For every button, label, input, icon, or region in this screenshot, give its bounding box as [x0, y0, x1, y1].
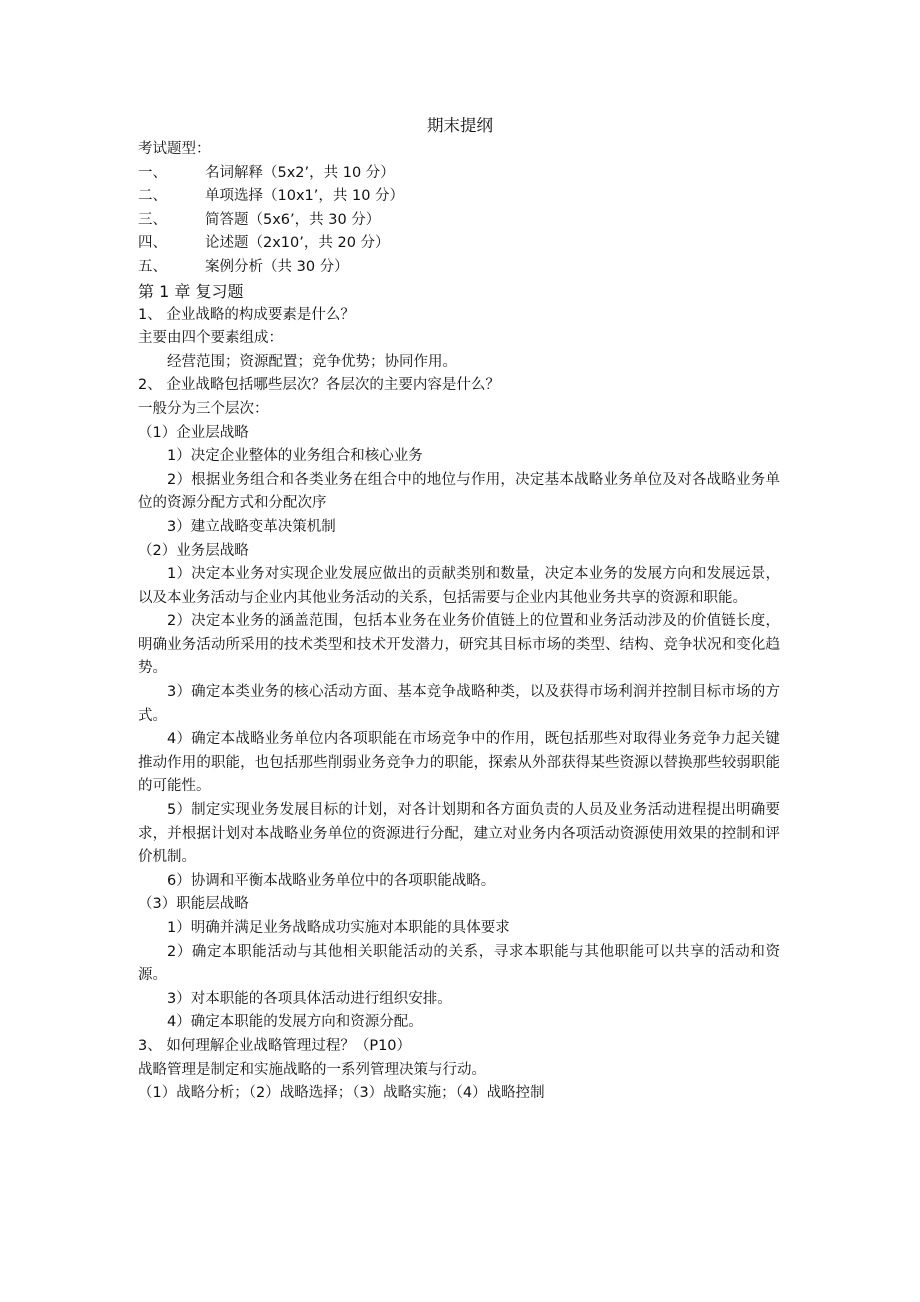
level-1-item: 2）根据业务组合和各类业务在组合中的地位与作用，决定基本战略业务单位及对各战略业务单位的资源分配方式和分配次序: [138, 471, 780, 512]
level-1-heading: （1）企业层战略: [138, 424, 249, 441]
answer-1-intro: 主要由四个要素组成：: [138, 330, 283, 347]
level-3-item: 4）确定本职能的发展方向和资源分配。: [167, 1014, 423, 1031]
exam-type-item: [138, 256, 780, 280]
exam-type-number: 四、: [138, 235, 167, 252]
exam-type-text: 简答题（5x6’，共 30 分）: [205, 211, 381, 228]
exam-type-text: 论述题（2x10’，共 20 分）: [205, 235, 390, 252]
level-2-item: 5）制定实现业务发展目标的计划，对各计划期和各方面负责的人员及业务活动进程提出明确要求，并根据计划对本战略业务单位的资源进行分配，建立对业务内各项活动资源使用效果的控制和评价机制。: [138, 802, 780, 866]
exam-type-item: [138, 232, 780, 256]
level-2-heading: （2）业务层战略: [138, 542, 249, 559]
question-3: 3、 如何理解企业战略管理过程？（P10）: [138, 1037, 412, 1054]
document-title: 期末提纲: [427, 116, 493, 135]
answer-3-steps: （1）战略分析；（2）战略选择；（3）战略实施；（4）战略控制: [138, 1085, 545, 1102]
answer-3-text: 战略管理是制定和实施战略的一系列管理决策与行动。: [138, 1061, 486, 1078]
level-3-heading: （3）职能层战略: [138, 896, 249, 913]
exam-type-text: 名词解释（5x2’，共 10 分）: [205, 164, 395, 181]
exam-type-item: [138, 185, 780, 209]
level-1-item: 1）决定企业整体的业务组合和核心业务: [167, 448, 423, 465]
level-2-item: 6）协调和平衡本战略业务单位中的各项职能战略。: [167, 872, 496, 889]
level-3-item: 2）确定本职能活动与其他相关职能活动的关系，寻求本职能与其他职能可以共享的活动和资源。: [138, 943, 780, 984]
chapter-heading: 第 1 章 复习题: [138, 281, 244, 301]
answer-1-text: 经营范围；资源配置；竞争优势；协同作用。: [167, 353, 457, 370]
level-1-item: 3）建立战略变革决策机制: [167, 518, 336, 535]
question-1: 1、 企业战略的构成要素是什么？: [138, 306, 355, 323]
exam-type-number: 三、: [138, 211, 167, 228]
exam-types-heading: 考试题型：: [138, 141, 211, 157]
exam-type-item: [138, 162, 780, 186]
exam-type-text: 单项选择（10x1’，共 10 分）: [205, 188, 405, 205]
level-2-item: 2）决定本业务的涵盖范围，包括本业务在业务价值链上的位置和业务活动涉及的价值链长度，明确业务活动所采用的技术类型和技术开发潜力，研究其目标市场的类型、结构、竞争状况和变化趋势。: [138, 613, 780, 677]
exam-type-text: 案例分析（共 30 分）: [205, 258, 349, 275]
level-2-item: 3）确定本类业务的核心活动方面、基本竞争战略种类，以及获得市场利润并控制目标市场的方式。: [138, 684, 780, 724]
answer-2-intro: 一般分为三个层次：: [138, 400, 269, 417]
exam-type-item: [138, 209, 780, 233]
level-3-item: 3）对本职能的各项具体活动进行组织安排。: [167, 990, 452, 1007]
exam-type-number: 五、: [138, 258, 167, 275]
exam-type-number: 一、: [138, 164, 167, 181]
level-2-item: 1）决定本业务对实现企业发展应做出的贡献类别和数量，决定本业务的发展方向和发展远景，以及本业务活动与企业内其他业务活动的关系，包括需要与企业内其他业务共享的资源和职能。: [138, 566, 780, 606]
exam-type-number: 二、: [138, 188, 167, 205]
question-2: 2、 企业战略包括哪些层次？各层次的主要内容是什么？: [138, 377, 500, 394]
level-2-item: 4）确定本战略业务单位内各项职能在市场竞争中的作用，既包括那些对取得业务竞争力起关键推动作用的职能，也包括那些削弱业务竞争力的职能，探索从外部获得某些资源以替换那些较弱职能的可能性。: [138, 731, 780, 795]
document-body: [138, 138, 780, 1106]
level-3-item: 1）明确并满足业务战略成功实施对本职能的具体要求: [167, 920, 510, 936]
